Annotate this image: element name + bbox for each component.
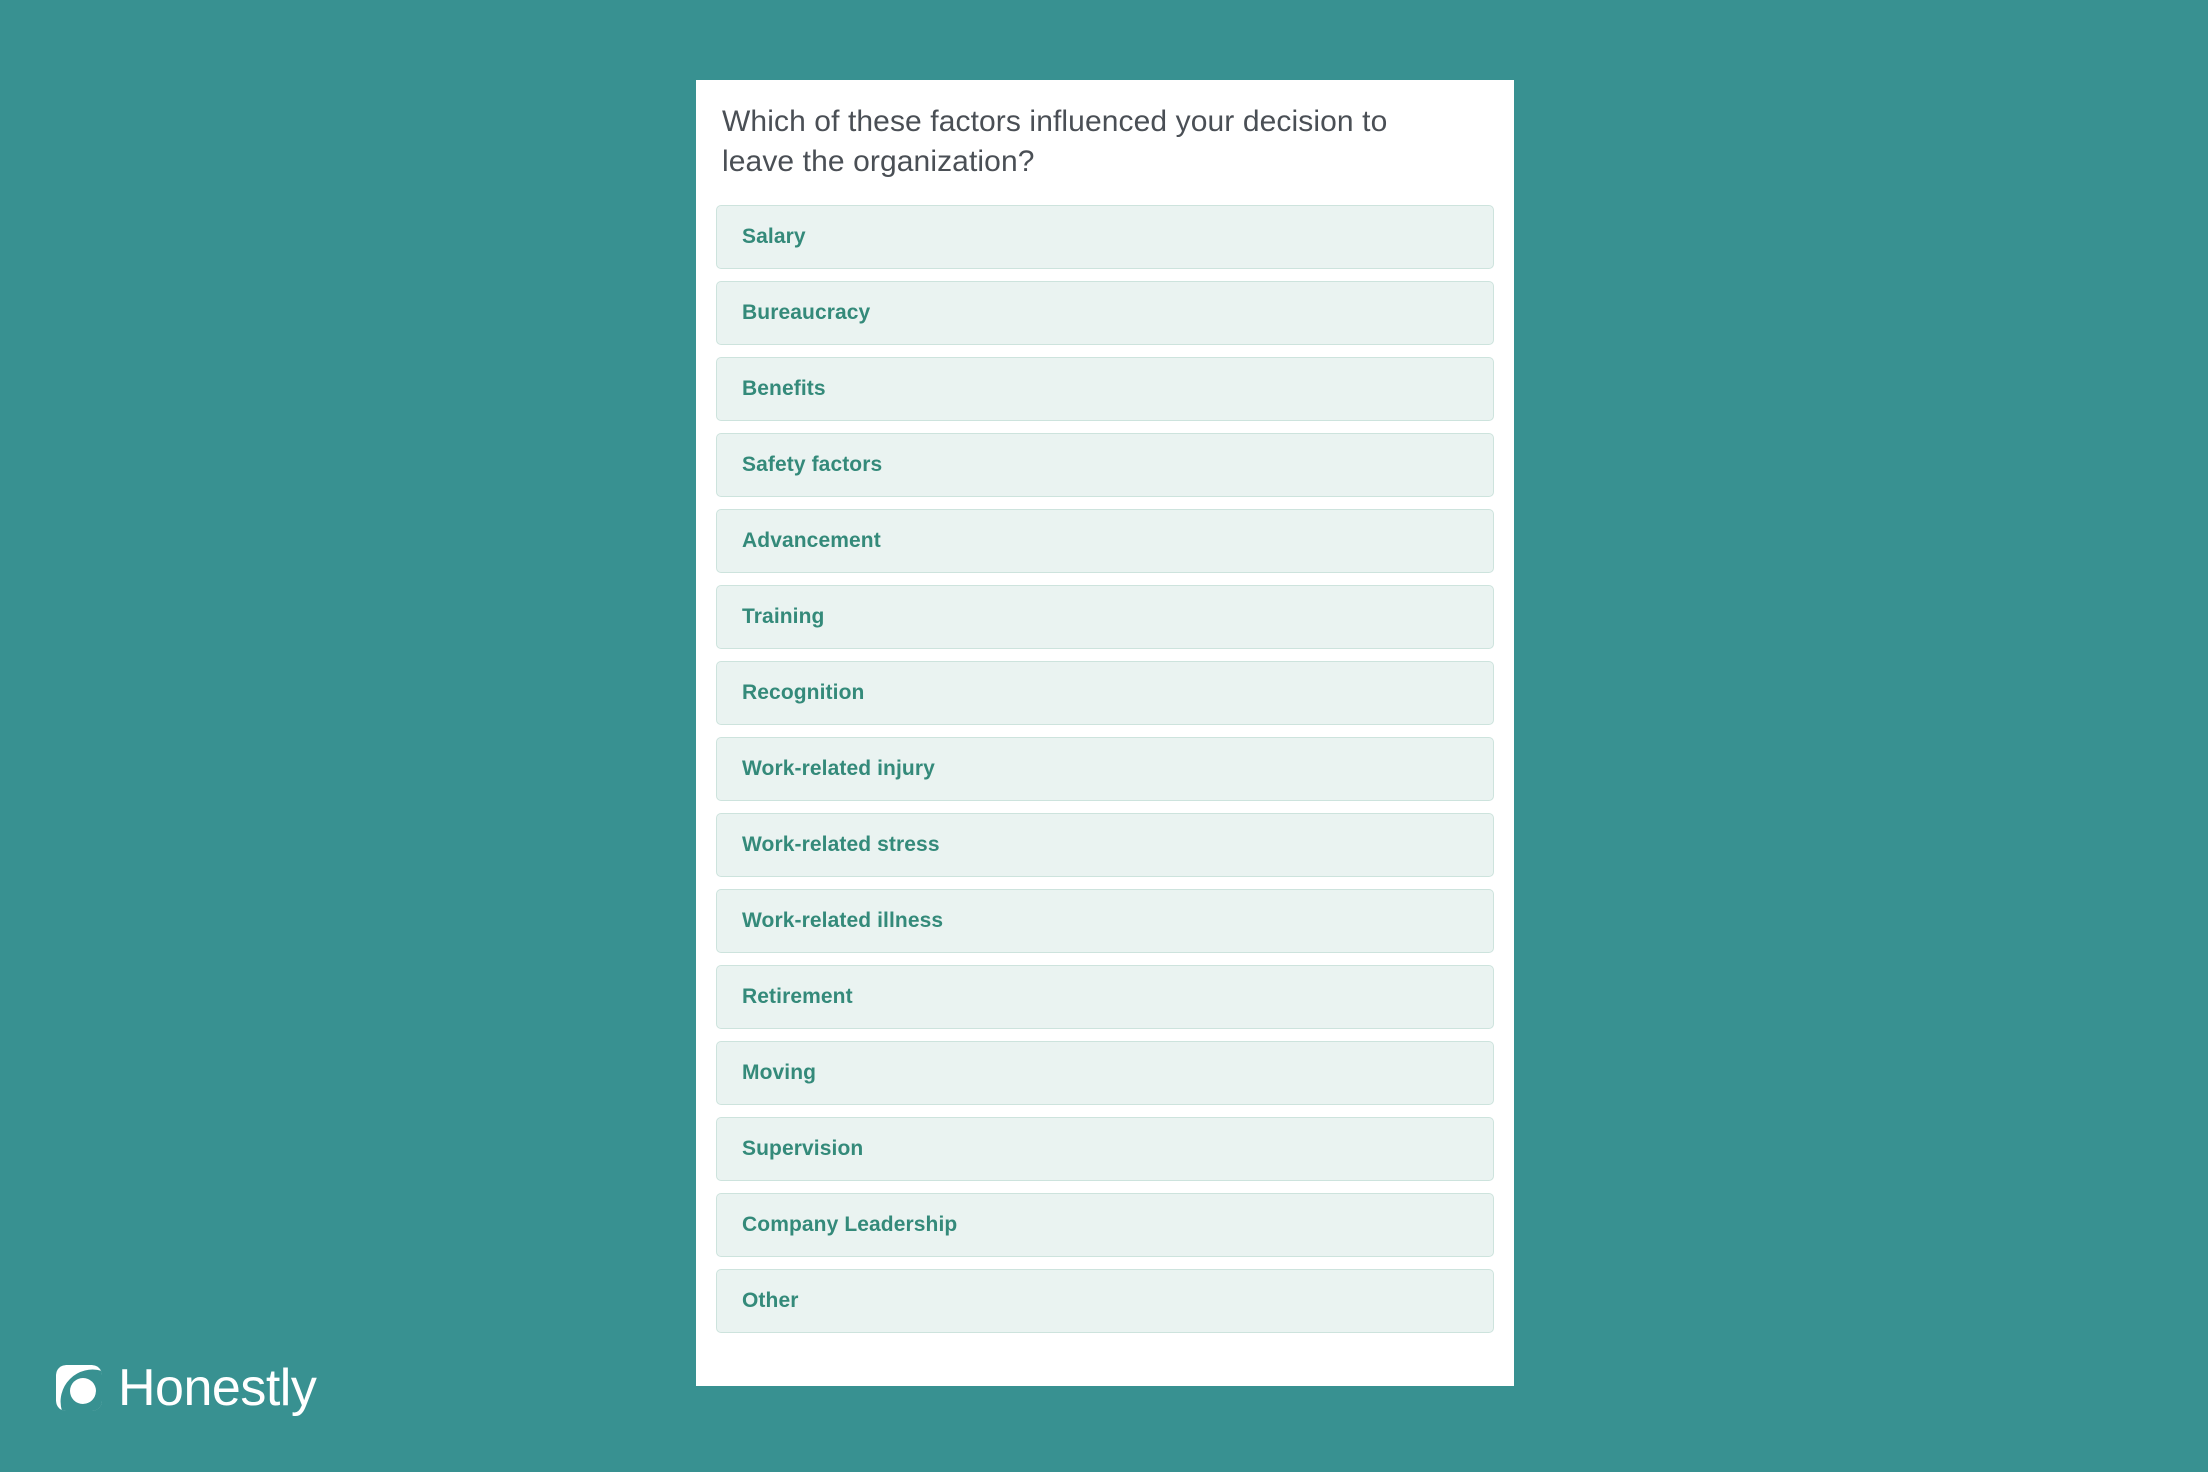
brand-wordmark: Honestly: [118, 1359, 317, 1417]
option-bureaucracy[interactable]: [716, 281, 1494, 345]
option-label: Salary: [742, 225, 806, 249]
option-label: Moving: [742, 1061, 817, 1085]
option-label: Work-related stress: [742, 833, 940, 857]
option-label: Recognition: [742, 681, 865, 705]
option-label: Bureaucracy: [742, 301, 871, 325]
option-label: Training: [742, 605, 825, 629]
honestly-logo-mark-icon: [56, 1365, 102, 1411]
option-moving[interactable]: [716, 1041, 1494, 1105]
option-recognition[interactable]: [716, 661, 1494, 725]
brand-logo: [56, 1359, 317, 1417]
option-training[interactable]: [716, 585, 1494, 649]
option-retirement[interactable]: [716, 965, 1494, 1029]
option-label: Other: [742, 1289, 799, 1313]
option-supervision[interactable]: [716, 1117, 1494, 1181]
options-list: [696, 205, 1514, 1333]
option-work-related-stress[interactable]: [716, 813, 1494, 877]
option-work-related-injury[interactable]: [716, 737, 1494, 801]
option-other[interactable]: [716, 1269, 1494, 1333]
option-salary[interactable]: [716, 205, 1494, 269]
option-label: Work-related injury: [742, 757, 935, 781]
option-advancement[interactable]: [716, 509, 1494, 573]
option-label: Company Leadership: [742, 1213, 958, 1237]
option-work-related-illness[interactable]: [716, 889, 1494, 953]
option-label: Retirement: [742, 985, 853, 1009]
option-label: Advancement: [742, 529, 881, 553]
option-label: Benefits: [742, 377, 826, 401]
option-label: Work-related illness: [742, 909, 944, 933]
question-heading: Which of these factors influenced your decision to leave the organization?: [722, 105, 1388, 178]
option-company-leadership[interactable]: [716, 1193, 1494, 1257]
survey-card: [696, 80, 1514, 1386]
option-label: Supervision: [742, 1137, 864, 1161]
option-benefits[interactable]: [716, 357, 1494, 421]
option-safety-factors[interactable]: [716, 433, 1494, 497]
option-label: Safety factors: [742, 453, 883, 477]
